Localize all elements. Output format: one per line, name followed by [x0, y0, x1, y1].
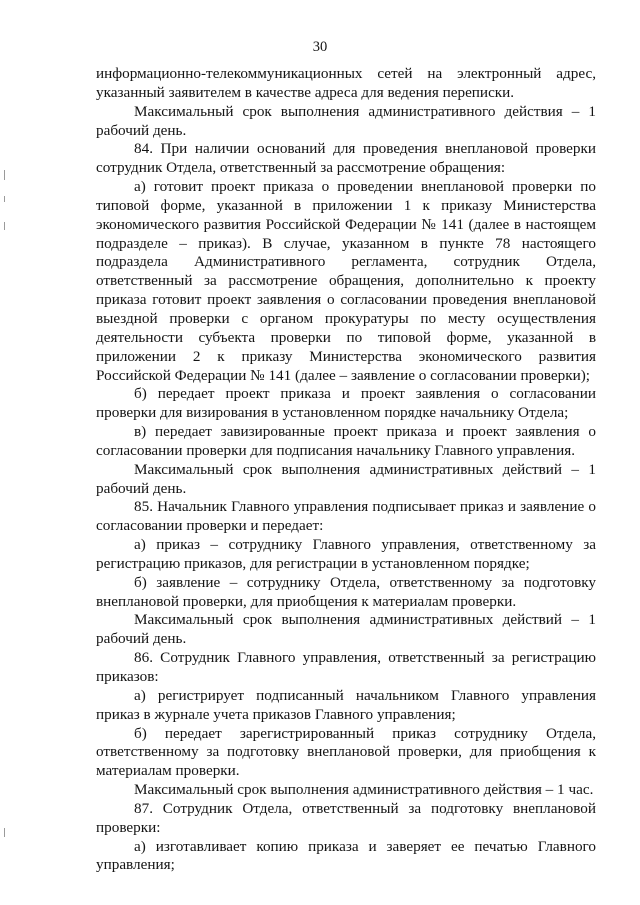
scan-margin-marks	[0, 0, 10, 905]
paragraph: 84. При наличии оснований для проведения внеплановой проверки сотрудник Отдела, ответственный за рассмотрение обращения:	[96, 140, 596, 177]
paragraph: б) передает зарегистрированный приказ сотруднику Отдела, ответственному за подготовку внеплановой проверки, для приобщения к материалам проверки.	[96, 724, 596, 780]
paragraph: Максимальный срок выполнения административного действия – 1 рабочий день.	[96, 102, 596, 139]
paragraph: 87. Сотрудник Отдела, ответственный за подготовку внеплановой проверки:	[96, 799, 596, 836]
paragraph: в) передает завизированные проект приказа и проект заявления о согласовании проверки для подписания начальнику Главного управления.	[96, 423, 596, 459]
paragraph: а) приказ – сотруднику Главного управления, ответственному за регистрацию приказов, для регистрации в установленном порядке;	[96, 536, 596, 572]
paragraph: а) готовит проект приказа о проведении внеплановой проверки по типовой форме, указанной в приложении 1 к приказу Министерства экономического развития Российской Федерации № 141 (далее в настоящем подразделе – приказ). В случае, указанном в пункте 78 настоящего подраздела Административного регламента, сотрудник Отдела, ответственный за рассмотрение обращения, дополнительно к проекту приказа готовит проект заявления о согласовании проведения внеплановой выездной проверки с органом прокуратуры по месту осуществления деятельности субъекта проверки по типовой форме, указанной в приложении 2 к приказу Министерства экономического развития Российской Федерации № 141 (далее – заявление о согласовании проверки);	[96, 178, 596, 384]
scan-mark	[4, 222, 5, 230]
paragraph: Максимальный срок выполнения административного действия – 1 час.	[134, 781, 594, 799]
paragraph: б) передает проект приказа и проект заявления о согласовании проверки для визирования в установленном порядке начальнику Отдела;	[96, 385, 596, 422]
scan-mark	[4, 170, 5, 180]
paragraph: информационно-телекоммуникационных сетей на электронный адрес, указанный заявителем в качестве адреса для ведения переписки.	[96, 65, 596, 101]
paragraph: Максимальный срок выполнения административных действий – 1 рабочий день.	[96, 611, 596, 648]
paragraph: а) изготавливает копию приказа и заверяет ее печатью Главного управления;	[96, 837, 596, 874]
scan-mark	[4, 828, 5, 837]
document-body	[96, 65, 596, 875]
paragraph: а) регистрирует подписанный начальником Главного управления приказ в журнале учета приказов Главного управления;	[96, 686, 596, 723]
page-number: 30	[312, 39, 328, 55]
paragraph: 86. Сотрудник Главного управления, ответственный за регистрацию приказов:	[96, 649, 596, 685]
paragraph: 85. Начальник Главного управления подписывает приказ и заявление о согласовании проверки и передает:	[96, 498, 596, 535]
paragraph: Максимальный срок выполнения административных действий – 1 рабочий день.	[96, 460, 596, 497]
paragraph: б) заявление – сотруднику Отдела, ответственному за подготовку внеплановой проверки, для приобщения к материалам проверки.	[96, 573, 596, 610]
scan-mark	[4, 196, 5, 202]
